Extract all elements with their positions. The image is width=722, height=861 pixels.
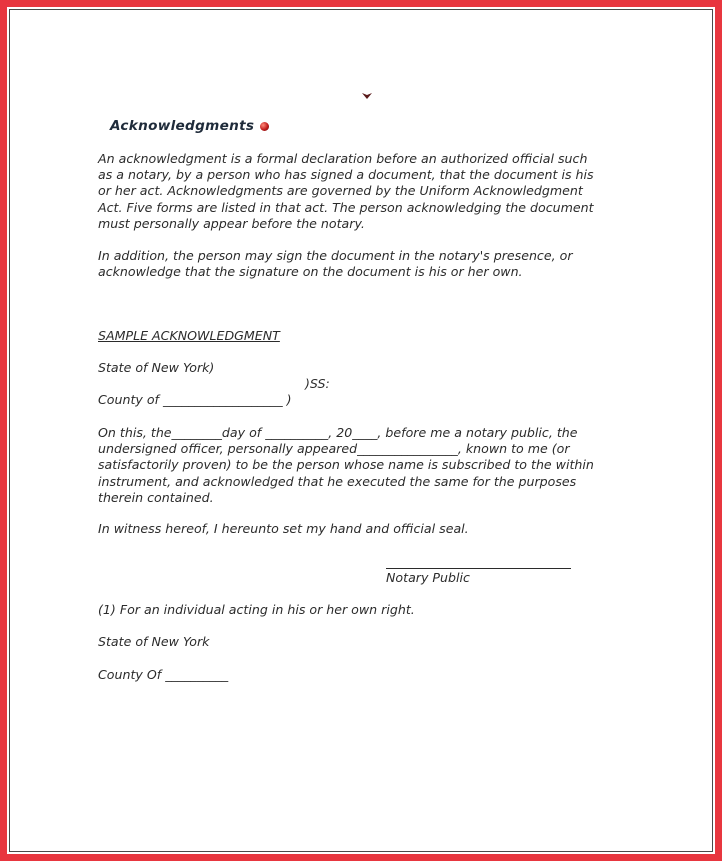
intro-line: Act. Five forms are listed in that act. The person acknowledging the document bbox=[98, 199, 594, 215]
intro-line: must personally appear before the notary. bbox=[98, 215, 365, 231]
intro-line: or her act. Acknowledgments are governed by the Uniform Acknowledgment bbox=[98, 183, 583, 199]
county-line-2: County Of __________ bbox=[98, 667, 229, 682]
body-line: satisfactorily proven) to be the person whose name is subscribed to the within bbox=[98, 457, 594, 473]
ss-line: )SS: bbox=[305, 376, 330, 391]
page-title-text: Acknowledgments bbox=[110, 118, 255, 134]
signature-line bbox=[386, 568, 571, 569]
individual-line: (1) For an individual acting in his or her own right. bbox=[98, 602, 415, 617]
state-line: State of New York) bbox=[98, 360, 215, 375]
addition-paragraph bbox=[98, 248, 638, 280]
addition-line: acknowledge that the signature on the document is his or her own. bbox=[98, 264, 523, 280]
intro-line: as a notary, by a person who has signed a document, that the document is his bbox=[98, 167, 594, 183]
body-line: instrument, and acknowledged that he executed the same for the purposes bbox=[98, 473, 577, 489]
body-line: therein contained. bbox=[98, 489, 214, 505]
intro-line: An acknowledgment is a formal declaration before an authorized official such bbox=[98, 151, 588, 166]
county-line: County of ___________________ ) bbox=[98, 392, 292, 407]
sample-title: SAMPLE ACKNOWLEDGMENT bbox=[98, 328, 280, 343]
witness-line: In witness hereof, I hereunto set my hand and official seal. bbox=[98, 521, 469, 536]
page-title bbox=[110, 118, 269, 134]
bullet-dot-icon bbox=[260, 122, 269, 131]
decorative-mark-icon bbox=[361, 92, 373, 100]
addition-line: In addition, the person may sign the document in the notary's presence, or bbox=[98, 248, 573, 263]
intro-paragraph bbox=[98, 151, 638, 232]
body-line: On this, the________day of __________, 20____, before me a notary public, the bbox=[98, 425, 578, 440]
state-line-2: State of New York bbox=[98, 634, 210, 649]
body-line: undersigned officer, personally appeared________________, known to me (or bbox=[98, 441, 570, 457]
signature-label: Notary Public bbox=[386, 570, 470, 585]
acknowledgment-body bbox=[98, 425, 638, 506]
